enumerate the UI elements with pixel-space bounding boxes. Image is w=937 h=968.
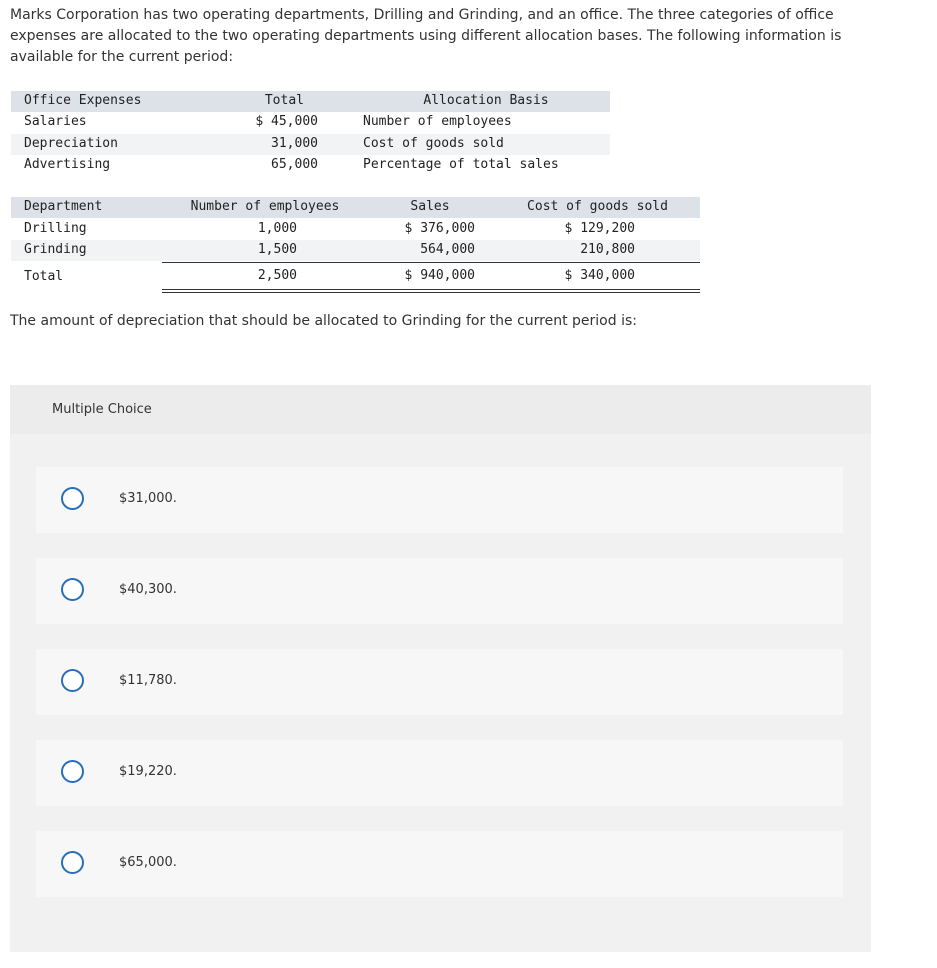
total-employees: 2,500 bbox=[257, 268, 297, 283]
expense-basis: Percentage of total sales bbox=[363, 157, 559, 172]
expense-total: $ 45,000 bbox=[255, 114, 318, 129]
department-name: Drilling bbox=[24, 221, 87, 236]
answer-option[interactable] bbox=[36, 831, 843, 897]
header-office-expenses: Office Expenses bbox=[24, 93, 142, 108]
radio-button[interactable] bbox=[61, 487, 84, 510]
department-cogs: 210,800 bbox=[580, 242, 635, 257]
header-allocation-basis: Allocation Basis bbox=[423, 93, 549, 108]
answer-option[interactable] bbox=[36, 558, 843, 624]
radio-button[interactable] bbox=[61, 578, 84, 601]
department-employees: 1,500 bbox=[257, 242, 297, 257]
expense-basis: Number of employees bbox=[363, 114, 512, 129]
department-sales: $ 376,000 bbox=[404, 221, 475, 236]
answer-label[interactable]: $40,300. bbox=[119, 582, 177, 597]
answer-label[interactable]: $19,220. bbox=[119, 764, 177, 779]
expense-name: Salaries bbox=[24, 114, 87, 129]
header-total: Total bbox=[264, 93, 304, 108]
expense-total: 65,000 bbox=[271, 157, 318, 172]
multiple-choice-header bbox=[10, 385, 871, 434]
expense-name: Advertising bbox=[24, 157, 111, 172]
answer-label[interactable]: $31,000. bbox=[119, 491, 177, 506]
header-cogs: Cost of goods sold bbox=[527, 199, 668, 214]
multiple-choice-title: Multiple Choice bbox=[52, 402, 152, 417]
header-sales: Sales bbox=[410, 199, 450, 214]
question-text: The amount of depreciation that should be allocated to Grinding for the current period is: bbox=[10, 313, 637, 329]
expense-total: 31,000 bbox=[271, 136, 318, 151]
department-employees: 1,000 bbox=[257, 221, 297, 236]
department-sales: 564,000 bbox=[420, 242, 475, 257]
double-rule-top bbox=[162, 289, 700, 290]
subtotal-rule bbox=[162, 262, 700, 263]
answer-option[interactable] bbox=[36, 467, 843, 533]
expense-basis: Cost of goods sold bbox=[363, 136, 504, 151]
answer-label[interactable]: $65,000. bbox=[119, 855, 177, 870]
header-department: Department bbox=[24, 199, 103, 214]
expense-name: Depreciation bbox=[24, 136, 118, 151]
header-employees: Number of employees bbox=[190, 199, 340, 214]
answer-option[interactable] bbox=[36, 649, 843, 715]
answer-option[interactable] bbox=[36, 740, 843, 806]
double-rule-bottom bbox=[162, 292, 700, 293]
department-name: Grinding bbox=[24, 242, 87, 257]
problem-intro: Marks Corporation has two operating departments, Drilling and Grinding, and an office. The three categories of office expenses are allocated to the two operating departments using different allocation bases. The following information is available for the current period: bbox=[10, 7, 842, 65]
total-label: Total bbox=[24, 269, 64, 284]
total-cogs: $ 340,000 bbox=[564, 268, 635, 283]
answer-label[interactable]: $11,780. bbox=[119, 673, 177, 688]
radio-button[interactable] bbox=[61, 851, 84, 874]
department-cogs: $ 129,200 bbox=[564, 221, 635, 236]
radio-button[interactable] bbox=[61, 669, 84, 692]
multiple-choice-panel bbox=[10, 385, 871, 952]
radio-button[interactable] bbox=[61, 760, 84, 783]
total-sales: $ 940,000 bbox=[404, 268, 475, 283]
